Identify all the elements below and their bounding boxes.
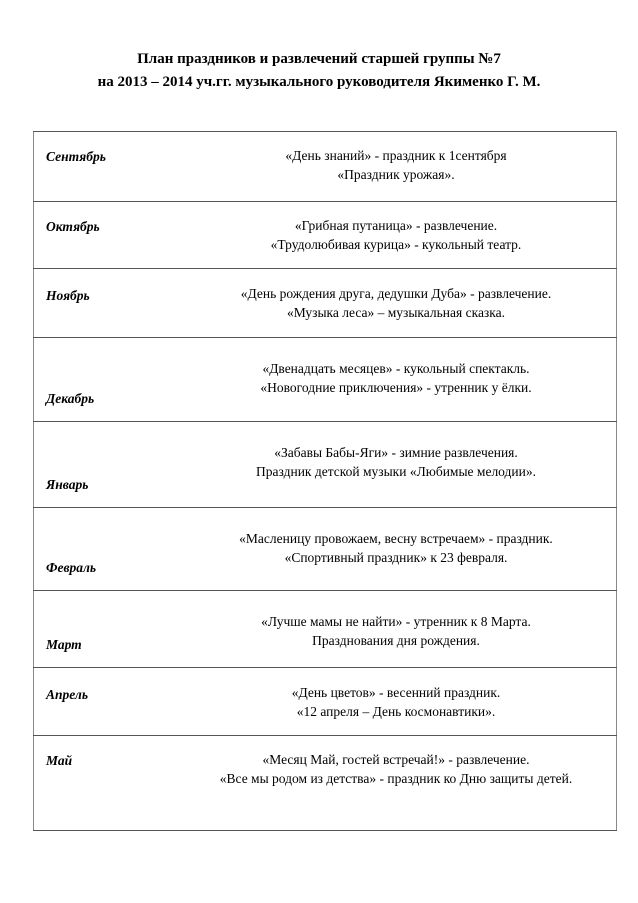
event-line: «Трудолюбивая курица» - кукольный театр. [270,237,522,252]
event-line: «12 апреля – День космонавтики». [296,704,496,719]
events-cell [176,202,617,269]
event-line: «Праздник урожая». [337,167,455,182]
events-cell [176,591,617,668]
table-row [34,422,617,508]
document-title [0,48,638,94]
event-line: «Двенадцать месяцев» - кукольный спектакль. [262,361,530,376]
table-row [34,338,617,422]
event-line: «День рождения друга, дедушки Дуба» - развлечение. [240,286,552,301]
event-line: «Музыка леса» – музыкальная сказка. [286,305,505,320]
event-line: «Лучше мамы не найти» - утренник к 8 Марта. [261,614,531,629]
table-row [34,591,617,668]
events-cell [176,668,617,736]
month-cell: Январь [34,422,177,508]
event-line: «Месяц Май, гостей встречай!» - развлечение. [262,752,530,767]
event-line: Праздник детской музыки «Любимые мелодии». [256,464,536,479]
table-row [34,508,617,591]
month-cell: Сентябрь [34,132,177,202]
event-line: «День знаний» - праздник к 1сентября [285,148,507,163]
event-line: «День цветов» - весенний праздник. [291,685,501,700]
title-line-1: План праздников и развлечений старшей группы №7 [137,51,501,67]
month-cell: Май [34,736,177,831]
month-cell: Апрель [34,668,177,736]
title-line-2: на 2013 – 2014 уч.гг. музыкального руководителя Якименко Г. М. [97,74,541,90]
event-line: «Масленицу провожаем, весну встречаем» - праздник. [239,531,553,546]
table-row [34,269,617,338]
events-cell [176,736,617,831]
table-row [34,668,617,736]
table-row [34,736,617,831]
event-line: «Все мы родом из детства» - праздник ко Дню защиты детей. [219,771,573,786]
month-cell: Март [34,591,177,668]
events-cell [176,508,617,591]
events-cell [176,338,617,422]
event-line: «Новогодние приключения» - утренник у ёлки. [260,380,532,395]
events-plan-table [33,131,617,831]
events-cell [176,269,617,338]
table-row [34,132,617,202]
event-line: «Забавы Бабы-Яги» - зимние развлечения. [274,445,518,460]
month-cell: Октябрь [34,202,177,269]
month-cell: Ноябрь [34,269,177,338]
table-row [34,202,617,269]
event-line: Празднования дня рождения. [312,633,480,648]
events-cell [176,422,617,508]
month-cell: Февраль [34,508,177,591]
events-cell [176,132,617,202]
event-line: «Грибная путаница» - развлечение. [294,218,498,233]
event-line: «Спортивный праздник» к 23 февраля. [284,550,508,565]
month-cell: Декабрь [34,338,177,422]
